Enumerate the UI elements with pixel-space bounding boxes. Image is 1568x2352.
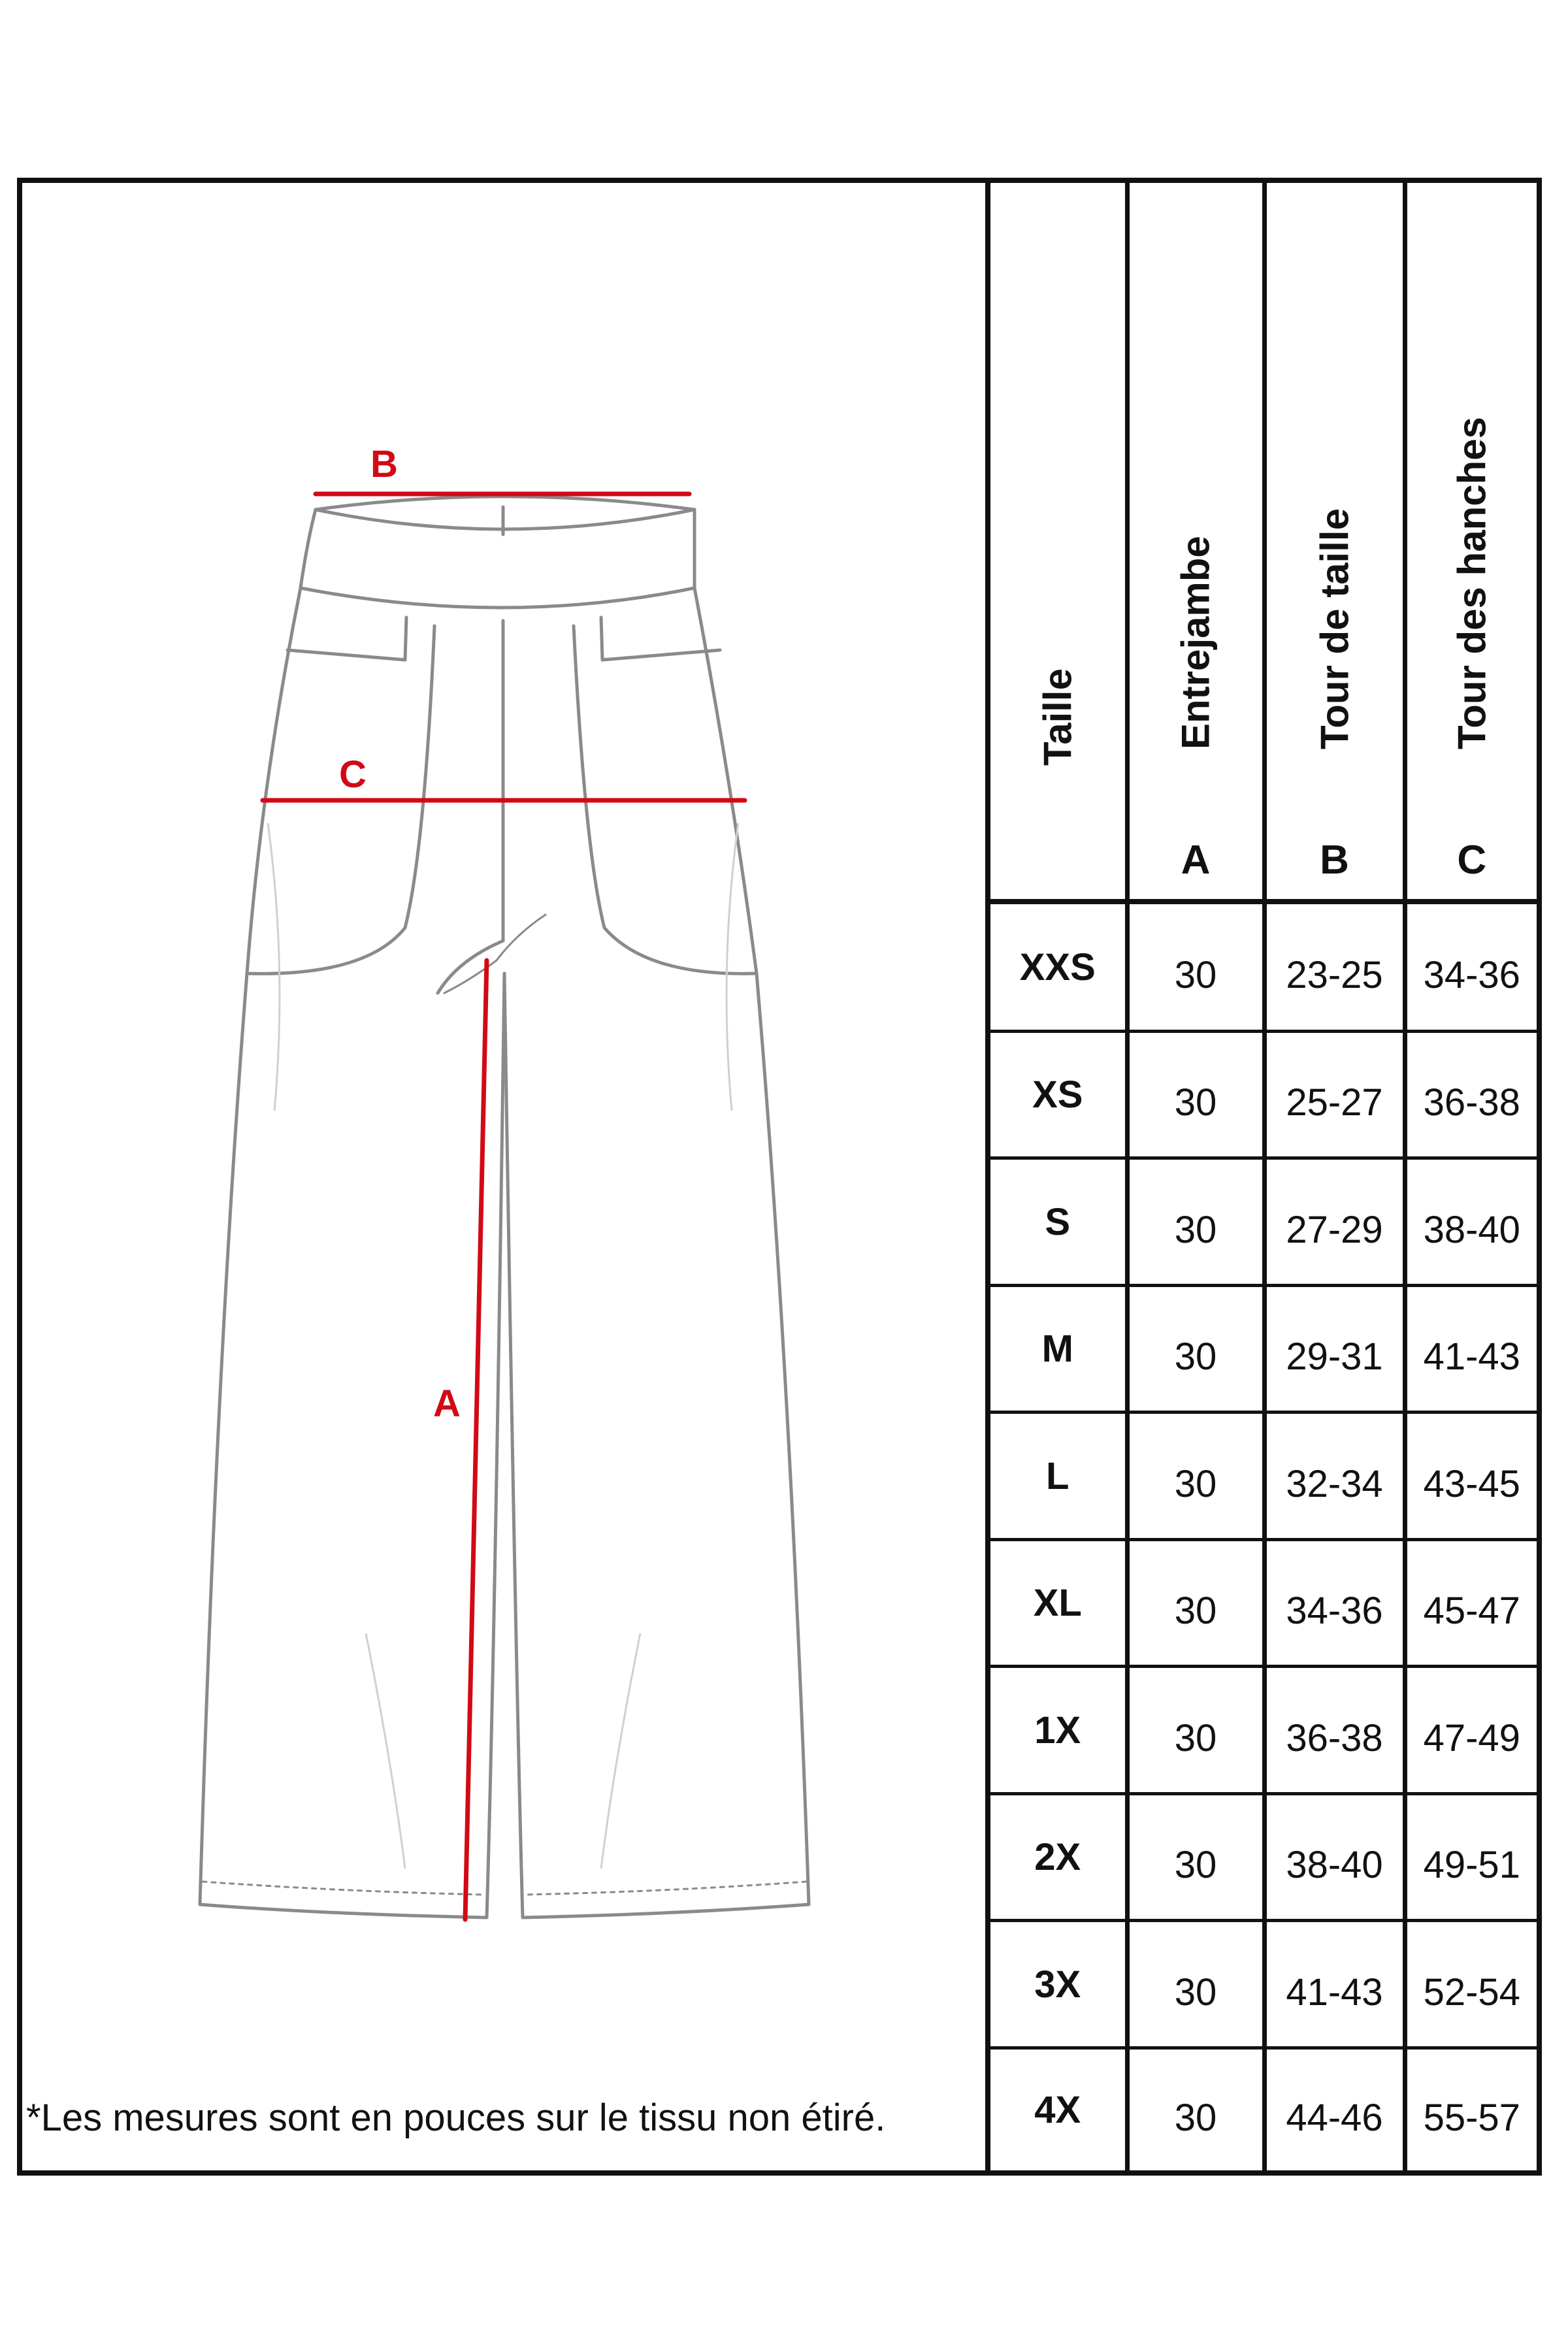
waist-cell [1264,902,1405,1032]
table-row [990,1539,1537,1666]
waist-value: 23-25 [1286,953,1383,996]
inseam-measure-line [465,960,487,1919]
header-inseam-label: Entrejambe [1173,536,1218,749]
size-cell: 1X [990,1667,1127,1793]
inseam-value: 30 [1174,1844,1217,1887]
header-hip-letter: C [1457,838,1487,883]
waist-cell [1264,1032,1405,1158]
waist-value: 41-43 [1286,1970,1383,2014]
hip-cell [1405,1539,1537,1666]
waist-value: 25-27 [1286,1081,1383,1124]
size-cell: XS [990,1032,1127,1158]
waist-value: 32-34 [1286,1462,1383,1505]
table-row [990,1032,1537,1158]
hip-cell [1405,1032,1537,1158]
size-cell: 3X [990,1921,1127,2048]
waist-value: 44-46 [1286,2096,1383,2139]
hip-value: 36-38 [1423,1081,1520,1124]
inseam-value: 30 [1174,1716,1217,1759]
table-row [990,1413,1537,1539]
table-header-row [990,183,1537,902]
size-cell: L [990,1413,1127,1539]
waist-cell [1264,1793,1405,1920]
measurement-note: *Les mesures sont en pouces sur le tissu non étiré. [26,2097,886,2139]
pants-illustration [22,183,985,2170]
pants-outline [200,497,809,1918]
size-cell: 4X [1034,2088,1081,2131]
inseam-value: 30 [1174,1970,1217,2014]
table-row [990,1793,1537,1920]
inseam-cell [1127,1032,1264,1158]
inseam-cell [1127,1413,1264,1539]
header-hip-label: Tour des hanches [1450,416,1494,749]
waist-cell [1264,1413,1405,1539]
waist-cell [1264,1539,1405,1666]
inseam-value: 30 [1174,953,1217,996]
table-row [990,1158,1537,1285]
table-row [990,1667,1537,1793]
inseam-value: 30 [1174,1081,1217,1124]
hip-cell [1405,1793,1537,1920]
inseam-cell [1127,902,1264,1032]
table-row [990,1921,1537,2048]
size-cell: M [990,1285,1127,1412]
inseam-cell [1127,1539,1264,1666]
label-b: B [370,443,398,485]
size-table [990,183,1537,2170]
header-size [990,183,1127,902]
inseam-value: 30 [1174,1590,1217,1633]
table-row [990,1285,1537,1412]
waist-value: 27-29 [1286,1208,1383,1251]
waist-cell [1264,2048,1405,2170]
label-c: C [339,753,367,796]
inseam-value: 30 [1174,1208,1217,1251]
hip-value: 55-57 [1423,2096,1520,2139]
waist-cell [1264,1667,1405,1793]
hip-cell [1405,1285,1537,1412]
size-table-wrap [990,183,1537,2170]
hip-value: 41-43 [1423,1335,1520,1379]
inseam-cell [1127,1667,1264,1793]
hip-cell [1405,1413,1537,1539]
inseam-value: 30 [1174,2096,1217,2139]
table-row [990,902,1537,1032]
waist-value: 38-40 [1286,1844,1383,1887]
inseam-cell [1127,1793,1264,1920]
header-size-label: Taille [1036,668,1080,766]
hip-value: 38-40 [1423,1208,1520,1251]
hip-value: 34-36 [1423,953,1520,996]
label-a: A [433,1382,461,1425]
hip-cell [1405,902,1537,1032]
table-row [990,2048,1537,2170]
header-waist [1264,183,1405,902]
inseam-value: 30 [1174,1335,1217,1379]
header-waist-label: Tour de taille [1313,508,1356,749]
hip-value: 45-47 [1423,1590,1520,1633]
hip-cell [1405,1921,1537,2048]
waist-cell [1264,1921,1405,2048]
waist-cell [1264,1158,1405,1285]
inseam-cell [1127,2048,1264,2170]
hip-value: 49-51 [1423,1844,1520,1887]
waist-value: 29-31 [1286,1335,1383,1379]
size-cell: S [990,1158,1127,1285]
header-inseam-letter: A [1181,838,1211,883]
hip-cell [1405,1667,1537,1793]
inseam-value: 30 [1174,1462,1217,1505]
waist-value: 36-38 [1286,1716,1383,1759]
inseam-cell [1127,1921,1264,2048]
header-waist-letter: B [1320,838,1349,883]
waist-cell [1264,1285,1405,1412]
size-cell: XXS [990,902,1127,1032]
inseam-cell [1127,1158,1264,1285]
header-inseam [1127,183,1264,902]
size-cell: 2X [990,1793,1127,1920]
waist-value: 34-36 [1286,1590,1383,1633]
panel-divider [985,178,990,2176]
size-cell: XL [990,1539,1127,1666]
hip-value: 43-45 [1423,1462,1520,1505]
pants-diagram [22,183,985,2170]
inseam-cell [1127,1285,1264,1412]
hip-value: 47-49 [1423,1716,1520,1759]
hip-cell [1405,2048,1537,2170]
hip-cell [1405,1158,1537,1285]
hip-value: 52-54 [1423,1970,1520,2014]
header-hip [1405,183,1537,902]
